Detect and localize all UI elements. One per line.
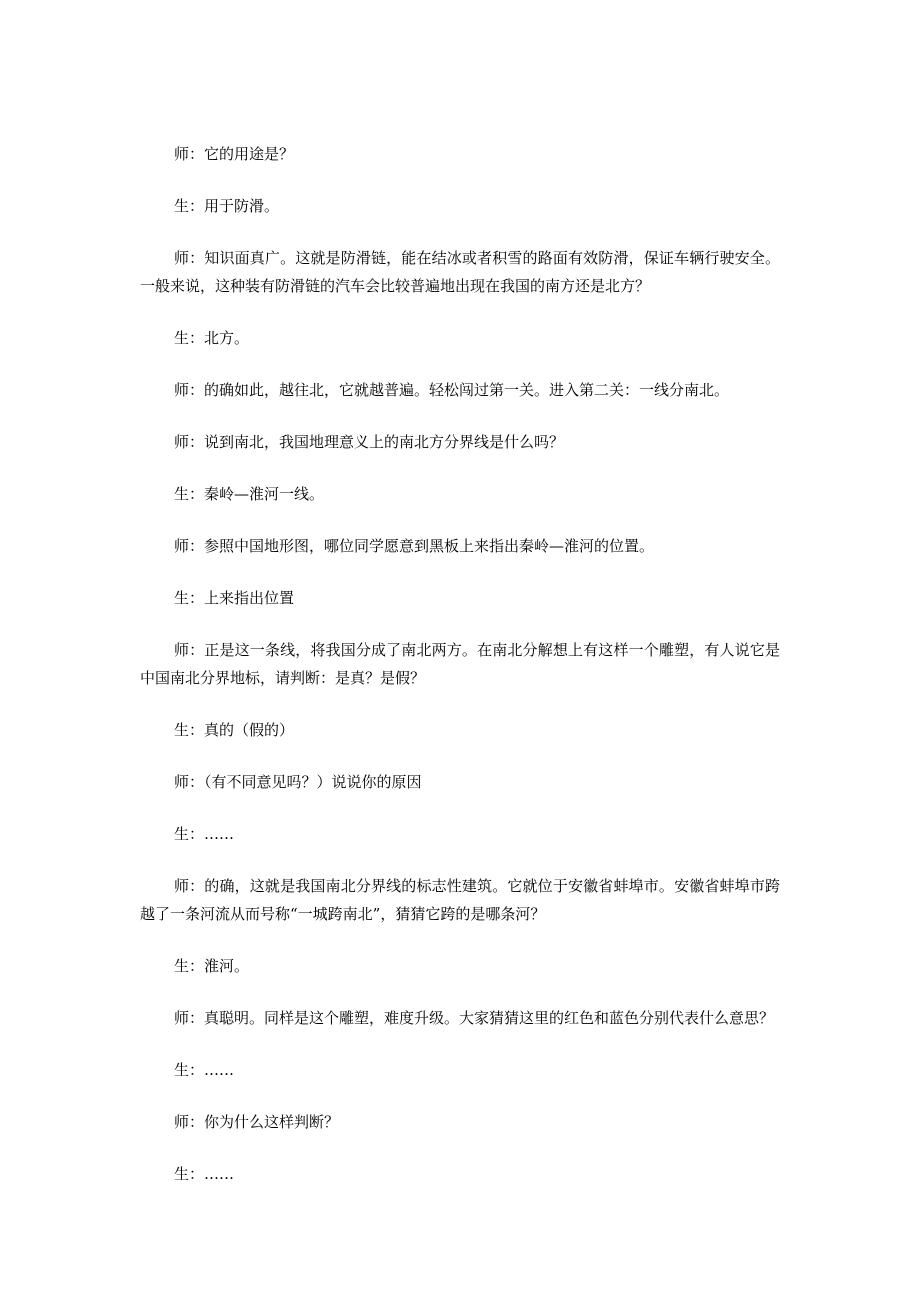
- paragraph: 生：真的（假的）: [174, 721, 295, 739]
- paragraph: 生：秦岭—淮河一线。: [174, 485, 325, 503]
- paragraph: 生：……: [174, 1061, 235, 1079]
- document-body: [140, 140, 780, 1212]
- paragraph: 师：你为什么这样判断？: [174, 1113, 340, 1131]
- paragraph: 生：北方。: [174, 329, 250, 347]
- paragraph: 师：知识面真广。这就是防滑链，能在结冰或者积雪的路面有效防滑，保证车辆行驶安全。一般来说，这种装有防滑链的汽车会比较普遍地出现在我国的南方还是北方？: [140, 249, 780, 295]
- paragraph: 生：淮河。: [174, 957, 250, 975]
- paragraph: 师：（有不同意见吗？）说说你的原因: [174, 773, 422, 791]
- paragraph: 师：说到南北，我国地理意义上的南北方分界线是什么吗？: [174, 433, 565, 451]
- paragraph: 生：用于防滑。: [174, 197, 280, 215]
- paragraph: 师：正是这一条线，将我国分成了南北两方。在南北分解想上有这样一个雕塑，有人说它是中国南北分界地标，请判断：是真？是假？: [140, 641, 780, 687]
- paragraph: 生：上来指出位置: [174, 589, 295, 607]
- paragraph: 生：……: [174, 825, 235, 843]
- paragraph: 师：它的用途是？: [174, 145, 295, 163]
- paragraph: 师：的确如此，越往北，它就越普遍。轻松闯过第一关。进入第二关：一线分南北。: [174, 381, 730, 399]
- paragraph: 师：真聪明。同样是这个雕塑，难度升级。大家猜猜这里的红色和蓝色分别代表什么意思？: [174, 1009, 775, 1027]
- paragraph: 师：参照中国地形图，哪位同学愿意到黑板上来指出秦岭—淮河的位置。: [174, 537, 655, 555]
- paragraph: 师：的确，这就是我国南北分界线的标志性建筑。它就位于安徽省蚌埠市。安徽省蚌埠市跨越了一条河流从而号称“一城跨南北”，猜猜它跨的是哪条河？: [140, 877, 780, 923]
- paragraph: 生：……: [174, 1165, 235, 1183]
